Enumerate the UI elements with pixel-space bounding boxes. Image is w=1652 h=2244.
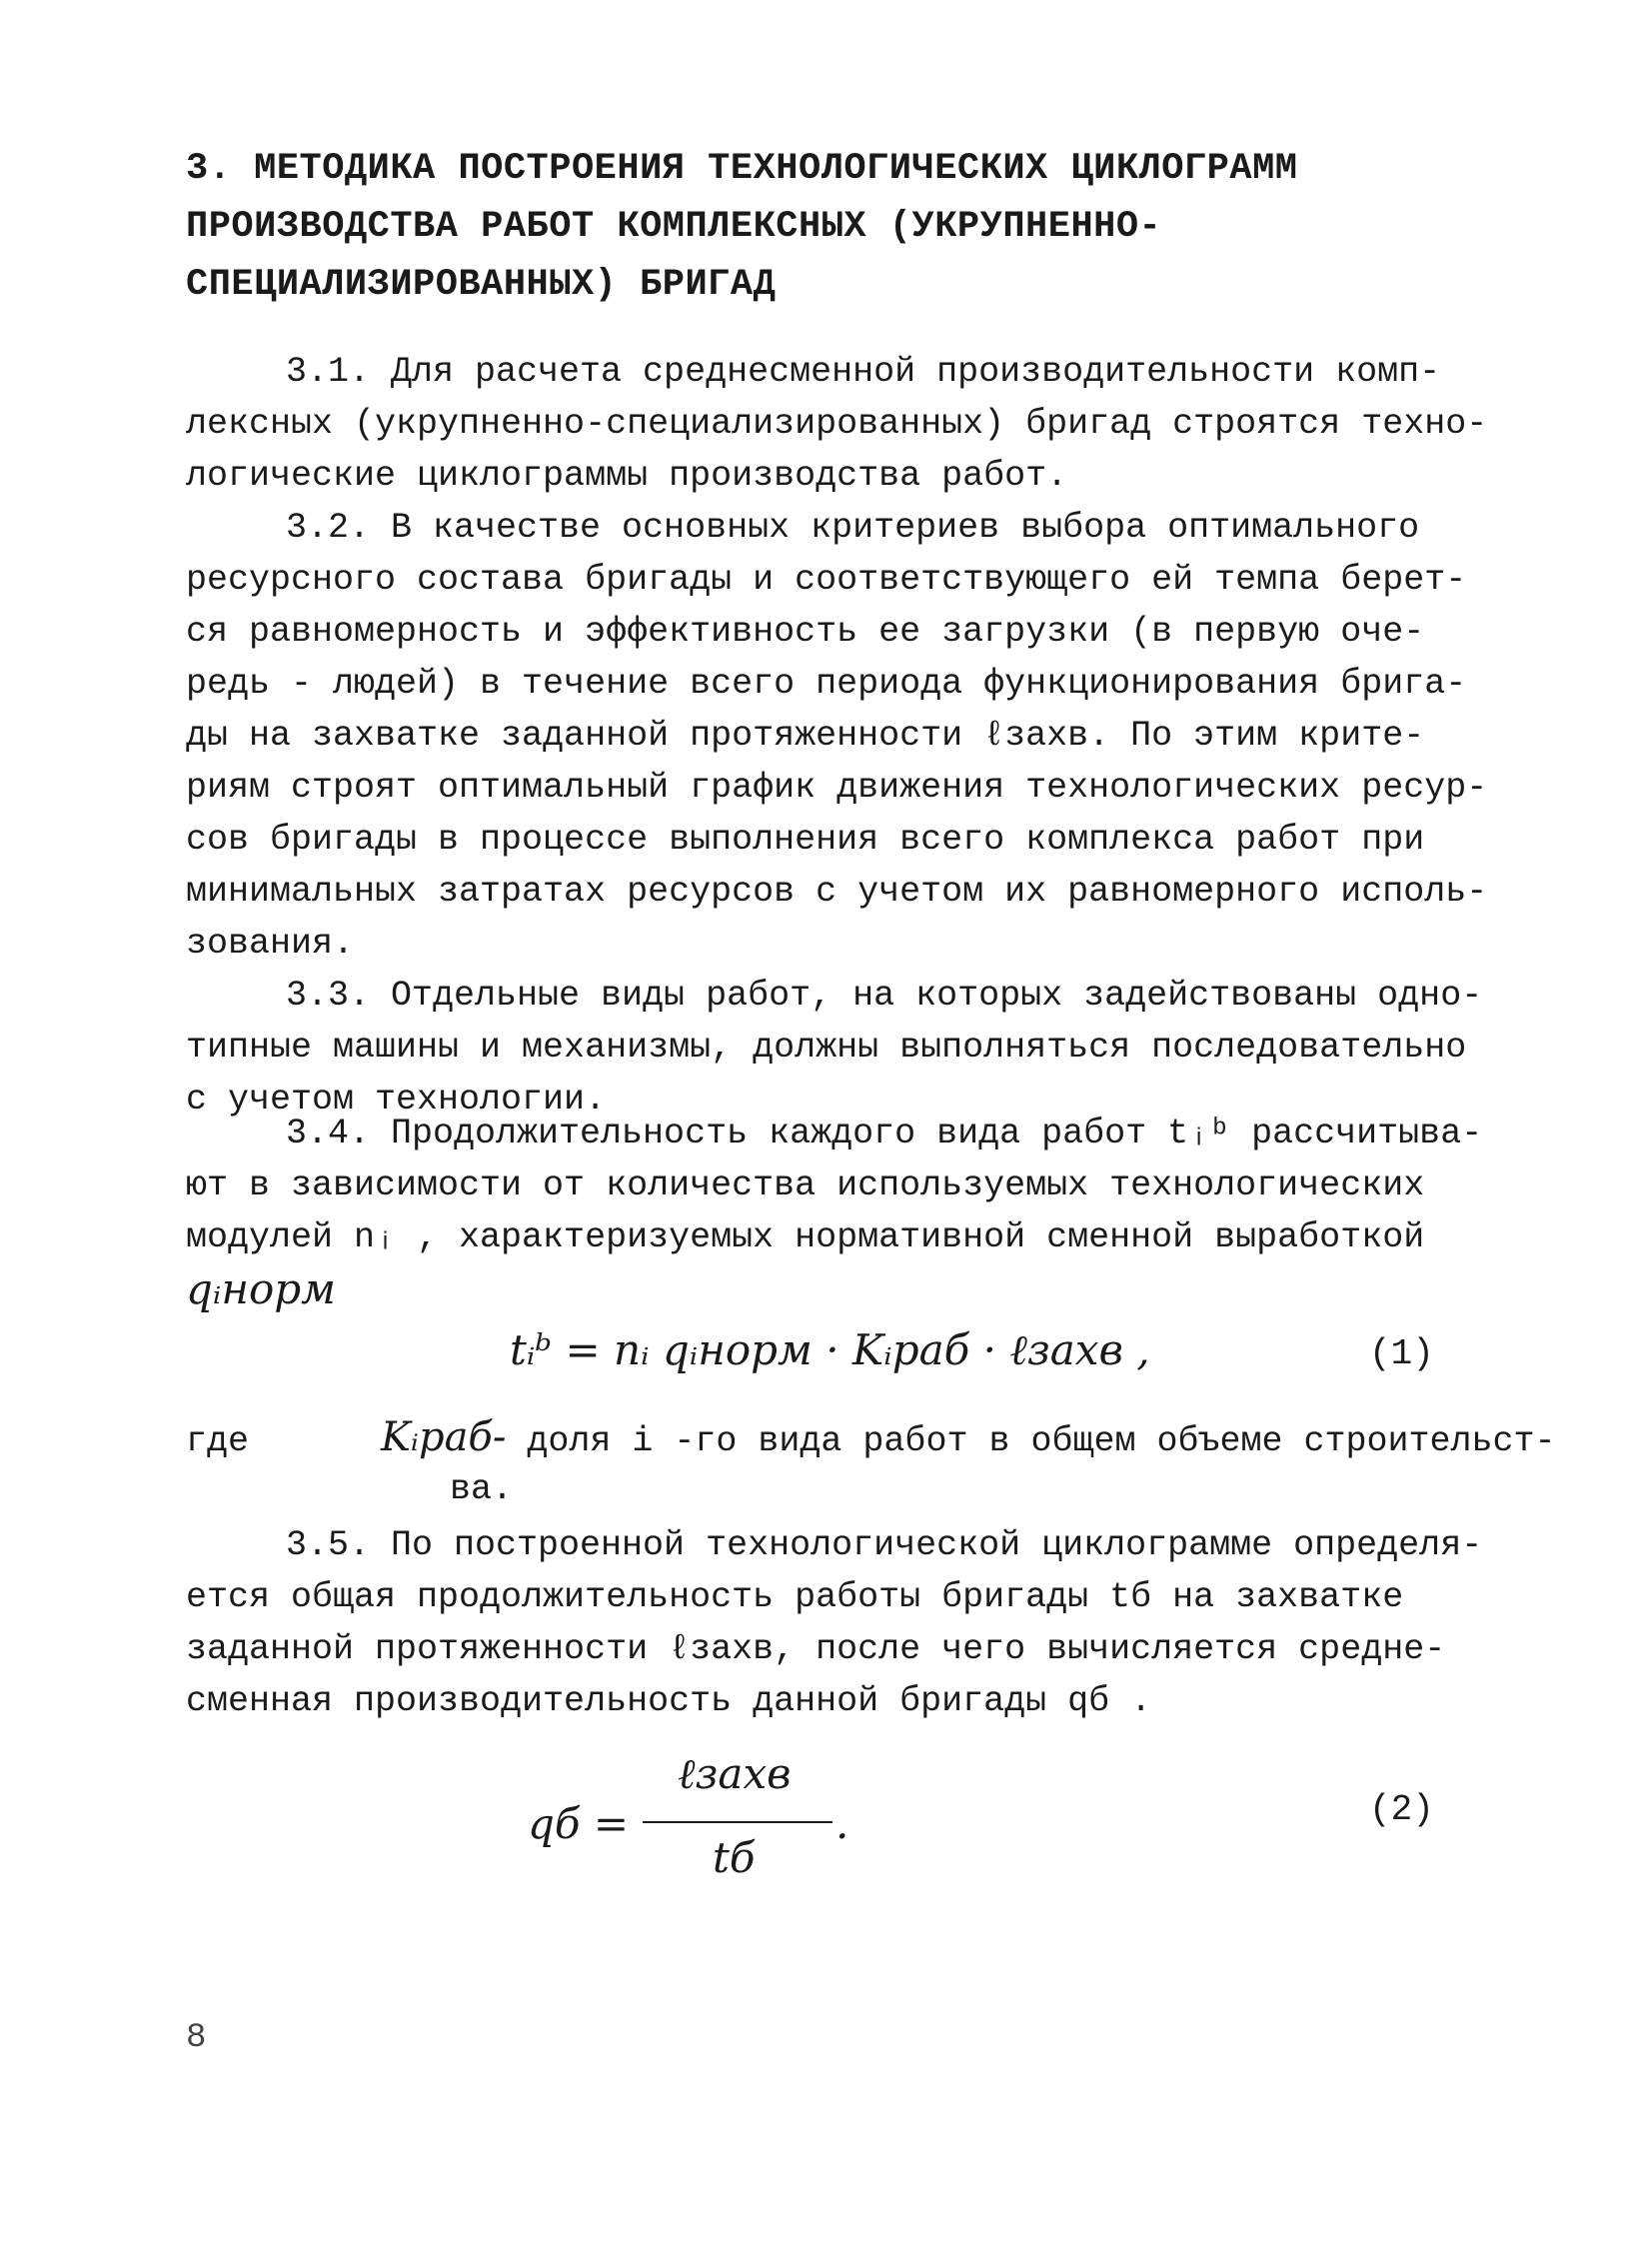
paragraph-line: ют в зависимости от количества используемых технологических xyxy=(186,1165,1425,1205)
paragraph-line: qᵢнорм xyxy=(186,1264,336,1313)
paragraph-line: 3.3. Отдельные виды работ, на которых задействованы одно- xyxy=(286,976,1483,1016)
where-text: доля i -го вида работ в общем объеме строительст- xyxy=(527,1421,1556,1461)
paragraph-line: 3.4. Продолжительность каждого вида работ tᵢᵇ рассчитыва- xyxy=(286,1114,1483,1153)
paragraph-line: ся равномерность и эффективность ее загрузки (в первую оче- xyxy=(186,612,1425,652)
formula-2-denominator: tб xyxy=(713,1833,756,1882)
formula-2-tail: . xyxy=(835,1799,849,1848)
page-number: 8 xyxy=(186,2019,207,2057)
paragraph-line: ресурсного состава бригады и соответствующего ей темпа берет- xyxy=(186,560,1467,600)
formula-1-number: (1) xyxy=(1369,1333,1434,1374)
paragraph-3-1 xyxy=(186,346,1488,502)
paragraph-3-3 xyxy=(186,970,1483,1125)
paragraph-line: зования. xyxy=(186,924,355,964)
fraction-bar xyxy=(643,1821,832,1823)
paragraph-line: минимальных затратах ресурсов с учетом их равномерного исполь- xyxy=(186,872,1488,912)
formula-1: tᵢᵇ = nᵢ qᵢнорм · Kᵢраб · ℓзахв , xyxy=(510,1325,1150,1374)
heading-line-2: ПРОИЗВОДСТВА РАБОТ КОМПЛЕКСНЫХ (УКРУПНЕННО- xyxy=(186,206,1162,248)
where-continuation: ва. xyxy=(450,1469,514,1509)
paragraph-line: 3.2. В качестве основных критериев выбора оптимального xyxy=(286,508,1420,548)
paragraph-line: 3.1. Для расчета среднесменной производительности комп- xyxy=(286,352,1441,392)
section-heading xyxy=(186,140,1485,314)
paragraph-line: риям строят оптимальный график движения технологических ресур- xyxy=(186,768,1488,808)
formula-2-number: (2) xyxy=(1369,1789,1434,1830)
paragraph-line: редь - людей) в течение всего периода функционирования брига- xyxy=(186,664,1467,704)
paragraph-line: модулей nᵢ , характеризуемых нормативной сменной выработкой xyxy=(186,1217,1425,1257)
paragraph-line: 3.5. По построенной технологической циклограмме определя- xyxy=(286,1525,1483,1565)
paragraph-3-4 xyxy=(186,1108,1483,1315)
where-label: где xyxy=(186,1421,250,1461)
heading-line-1: 3. МЕТОДИКА ПОСТРОЕНИЯ ТЕХНОЛОГИЧЕСКИХ ЦИКЛОГРАММ xyxy=(186,148,1298,190)
paragraph-line: сменная производительность данной бригады qб . xyxy=(186,1681,1152,1721)
paragraph-line: лексных (укрупненно-специализированных) бригад строятся техно- xyxy=(186,404,1488,444)
paragraph-line: сов бригады в процессе выполнения всего комплекса работ при xyxy=(186,820,1425,860)
paragraph-line: логические циклограммы производства работ. xyxy=(186,456,1068,496)
where-symbol: Kᵢраб- xyxy=(381,1414,507,1460)
paragraph-line: заданной протяженности ℓзахв, после чего вычисляется средне- xyxy=(186,1629,1446,1669)
paragraph-line: с учетом технологии. xyxy=(186,1080,607,1120)
paragraph-line: типные машины и механизмы, должны выполняться последовательно xyxy=(186,1028,1467,1068)
paragraph-3-2 xyxy=(186,502,1488,970)
paragraph-line: ется общая продолжительность работы бригады tб на захватке xyxy=(186,1577,1404,1617)
formula-2-lhs: qб = xyxy=(528,1799,630,1848)
paragraph-line: ды на захватке заданной протяженности ℓзахв. По этим крите- xyxy=(186,716,1425,756)
where-clause xyxy=(186,1411,1556,1467)
paragraph-3-5 xyxy=(186,1519,1483,1727)
formula-2-numerator: ℓзахв xyxy=(678,1749,792,1798)
formula-2 xyxy=(528,1749,847,1899)
heading-line-3: СПЕЦИАЛИЗИРОВАННЫХ) БРИГАД xyxy=(186,264,777,306)
